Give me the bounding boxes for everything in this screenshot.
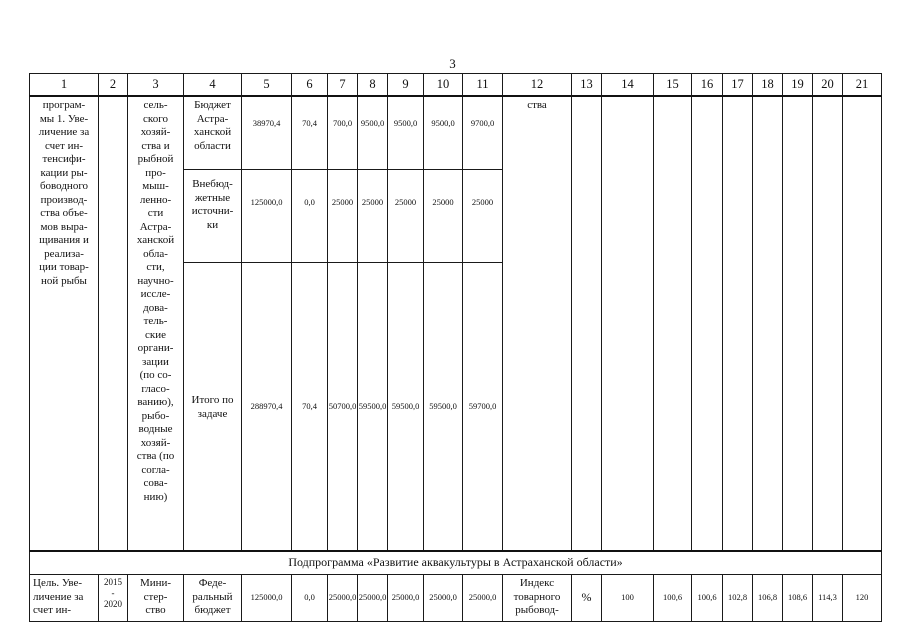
value-cell: 59500,0 (424, 263, 463, 552)
indicator-line: рыбовод- (515, 604, 559, 616)
task-line: щивания и (39, 234, 89, 246)
col-header-20: 20 (813, 74, 843, 97)
executor-line: органи- (137, 342, 174, 354)
col-header-14: 14 (602, 74, 654, 97)
value-cell: 0,0 (292, 170, 328, 263)
page-number: 3 (449, 56, 456, 71)
goal-cell (30, 575, 99, 622)
executor-line: ства (по (136, 450, 175, 462)
executor-line: стер- (143, 590, 168, 603)
empty-cell (813, 96, 843, 551)
col-header-17: 17 (723, 74, 753, 97)
source-line: Феде- (198, 577, 227, 589)
col-header-12: 12 (503, 74, 572, 97)
task-line: ства объе- (40, 207, 88, 219)
task-line: програм- (42, 99, 86, 111)
col-header-6: 6 (292, 74, 328, 97)
executor-line: нию) (143, 490, 168, 503)
task-line: счет ин- (44, 139, 84, 152)
source-line: Астра- (196, 112, 229, 125)
col-header-10: 10 (424, 74, 463, 97)
executor-line: ленно- (139, 193, 172, 206)
indicator-value-cell: 100,6 (654, 575, 692, 622)
col-header-2: 2 (99, 74, 128, 97)
executor-line: сти (147, 207, 164, 219)
executor-line: рыбной (137, 153, 174, 165)
executor-line: ванию), (137, 396, 174, 408)
col-header-3: 3 (128, 74, 184, 97)
executor-line: сель- (143, 99, 168, 111)
task-line: боводного (39, 180, 89, 192)
goal-line: личение за (33, 590, 84, 603)
table-row (30, 575, 882, 622)
empty-cell (602, 96, 654, 551)
source-line: ки (206, 218, 219, 231)
executor-line: дова- (143, 301, 168, 314)
col-header-8: 8 (358, 74, 388, 97)
subprogram-title: Подпрограмма «Развитие аквакультуры в Астраханской области» (30, 551, 882, 575)
value-cell: 25000 (328, 170, 358, 263)
executor-line: научно- (137, 274, 174, 287)
col-header-5: 5 (242, 74, 292, 97)
indicator-value-cell: 100,6 (692, 575, 723, 622)
executor-line: тель- (143, 315, 168, 327)
col-header-4: 4 (184, 74, 242, 97)
task-line: реализа- (44, 247, 84, 260)
source-line: Бюджет (194, 99, 231, 111)
executor-line: сти, (146, 261, 165, 273)
value-cell: 9500,0 (388, 96, 424, 170)
indicator-value-cell: 106,8 (753, 575, 783, 622)
executor-line: ханской (136, 234, 175, 246)
task-line: производ- (40, 193, 88, 206)
funding-source-cell (184, 170, 242, 263)
value-cell: 38970,4 (242, 96, 292, 170)
task-line: тенсифи- (42, 153, 86, 165)
executor-line: водные (138, 423, 173, 435)
value-cell: 70,4 (292, 96, 328, 170)
executor-line: обла- (143, 247, 168, 260)
executor-cell (128, 96, 184, 551)
executor-line: ского (143, 112, 168, 125)
indicator-name-cell (503, 575, 572, 622)
executor-cell (128, 575, 184, 622)
source-line: ральный (192, 590, 233, 603)
value-cell: 288970,4 (242, 263, 292, 552)
value-cell: 25000,0 (328, 575, 358, 622)
value-cell: 25000,0 (388, 575, 424, 622)
indicator-line: Индекс (519, 577, 555, 589)
executor-line: ство (145, 604, 166, 616)
task-line: ции товар- (39, 261, 89, 273)
indicator-line: ства (527, 99, 547, 111)
value-cell: 9500,0 (424, 96, 463, 170)
period-line: 2015 (104, 577, 122, 587)
source-line: жетные (194, 191, 231, 204)
executor-line: ские (145, 328, 166, 341)
source-line: области (194, 139, 231, 152)
col-header-19: 19 (783, 74, 813, 97)
col-header-13: 13 (572, 74, 602, 97)
empty-cell (783, 96, 813, 551)
value-cell: 25000 (424, 170, 463, 263)
task-line: ной рыбы (41, 274, 87, 287)
source-line: задаче (197, 407, 228, 420)
task-line: личение за (38, 126, 90, 138)
empty-cell (843, 96, 882, 551)
indicator-value-cell: 108,6 (783, 575, 813, 622)
value-cell: 59500,0 (388, 263, 424, 552)
value-cell: 9500,0 (358, 96, 388, 170)
source-line: ханской (193, 126, 232, 138)
source-line: Внебюд- (192, 178, 233, 190)
executor-line: гласо- (141, 382, 170, 395)
col-header-1: 1 (30, 74, 99, 97)
task-line: мы 1. Уве- (39, 112, 89, 125)
task-line: мов выра- (40, 220, 88, 233)
value-cell: 25000,0 (463, 575, 503, 622)
empty-cell (692, 96, 723, 551)
executor-line: Астра- (139, 220, 172, 233)
col-header-7: 7 (328, 74, 358, 97)
table-row (30, 96, 882, 170)
value-cell: 25000,0 (424, 575, 463, 622)
period-cell (99, 96, 128, 551)
value-cell: 700,0 (328, 96, 358, 170)
value-cell: 59500,0 (358, 263, 388, 552)
value-cell: 50700,0 (328, 263, 358, 552)
column-number-row (30, 74, 882, 97)
col-header-11: 11 (463, 74, 503, 97)
funding-source-cell (184, 96, 242, 170)
empty-cell (723, 96, 753, 551)
period-cell (99, 575, 128, 622)
col-header-15: 15 (654, 74, 692, 97)
indicator-value-cell: 120 (843, 575, 882, 622)
executor-line: иссле- (140, 288, 171, 300)
value-cell: 70,4 (292, 263, 328, 552)
value-cell: 25000,0 (358, 575, 388, 622)
indicator-value-cell: 102,8 (723, 575, 753, 622)
empty-cell (753, 96, 783, 551)
source-line: Итого по (191, 394, 234, 406)
goal-line: счет ин- (33, 604, 72, 616)
program-table (29, 73, 882, 622)
empty-cell (654, 96, 692, 551)
executor-line: зации (142, 355, 169, 368)
period-line: 2020 (104, 599, 122, 609)
col-header-21: 21 (843, 74, 882, 97)
executor-line: ства и (141, 139, 170, 152)
executor-line: сова- (143, 477, 168, 489)
indicator-name-cell (503, 96, 572, 551)
source-line: источни- (191, 205, 234, 217)
value-cell: 25000 (358, 170, 388, 263)
executor-line: Мини- (139, 577, 172, 589)
col-header-16: 16 (692, 74, 723, 97)
funding-source-cell (184, 263, 242, 552)
value-cell: 25000 (463, 170, 503, 263)
indicator-value-cell: 114,3 (813, 575, 843, 622)
value-cell: 25000 (388, 170, 424, 263)
value-cell: 125000,0 (242, 170, 292, 263)
value-cell: 125000,0 (242, 575, 292, 622)
indicator-line: товарного (513, 590, 561, 603)
executor-line: (по со- (139, 369, 172, 381)
subprogram-row (30, 551, 882, 575)
period-line: - (111, 588, 115, 598)
executor-line: согла- (141, 463, 170, 476)
unit-cell: % (572, 575, 602, 622)
value-cell: 0,0 (292, 575, 328, 622)
col-header-9: 9 (388, 74, 424, 97)
executor-line: мыш- (142, 180, 169, 192)
goal-line: Цель. Уве- (33, 577, 83, 589)
task-line: кации ры- (40, 166, 88, 179)
value-cell: 9700,0 (463, 96, 503, 170)
funding-source-cell (184, 575, 242, 622)
value-cell: 59700,0 (463, 263, 503, 552)
executor-line: хозяй- (140, 126, 171, 138)
executor-line: рыбо- (141, 409, 170, 422)
executor-line: про- (145, 166, 166, 179)
executor-line: хозяй- (140, 436, 171, 449)
task-description-cell (30, 96, 99, 551)
source-line: бюджет (194, 604, 231, 616)
col-header-18: 18 (753, 74, 783, 97)
empty-cell (572, 96, 602, 551)
indicator-value-cell: 100 (602, 575, 654, 622)
